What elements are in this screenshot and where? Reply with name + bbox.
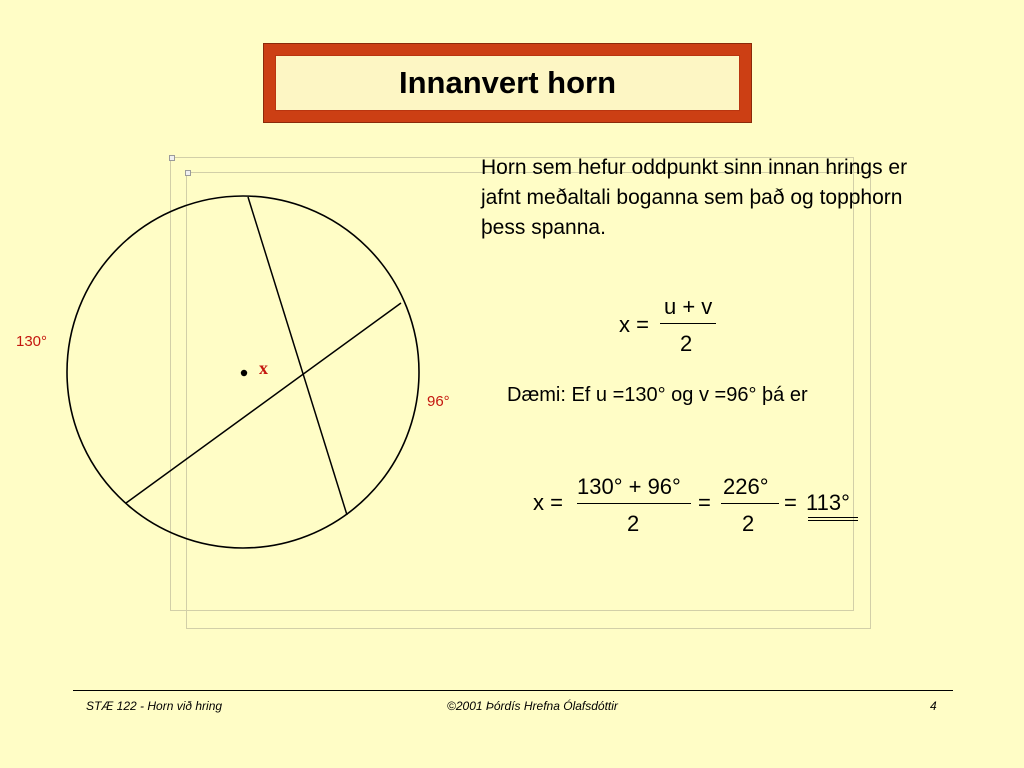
footer-copyright: ©2001 Þórdís Hrefna Ólafsdóttir xyxy=(447,699,618,713)
footer-course: STÆ 122 - Horn við hring xyxy=(86,699,223,713)
chord-one xyxy=(248,197,347,515)
formula-numerator: u + v xyxy=(664,294,713,319)
slide-title: Innanvert horn xyxy=(398,65,616,100)
footer-divider xyxy=(73,690,953,691)
calc-equals-2: = xyxy=(698,490,711,515)
calc-numerator-sum: 130° + 96° xyxy=(577,474,681,499)
calc-fraction-bar-2 xyxy=(721,503,779,504)
arc-label-left: 130° xyxy=(16,333,48,350)
calc-denominator-2: 2 xyxy=(742,511,755,536)
calc-lhs: x = xyxy=(533,490,563,515)
result-underline-1 xyxy=(808,517,858,518)
formula-denominator: 2 xyxy=(680,331,693,356)
formula-lhs: x = xyxy=(619,312,649,337)
vertex-angle-label: x xyxy=(259,358,268,378)
circle-center-dot xyxy=(241,370,247,376)
example-text: Dæmi: Ef u =130° og v =96° þá er xyxy=(507,384,808,406)
calc-denominator-1: 2 xyxy=(627,511,640,536)
calc-fraction-bar-1 xyxy=(577,503,691,504)
calc-result: 113° xyxy=(806,490,850,515)
footer-page-number: 4 xyxy=(930,699,937,713)
calc-numerator-total: 226° xyxy=(723,474,769,499)
chord-two xyxy=(126,303,401,503)
result-underline-2 xyxy=(808,520,858,521)
definition-text: Horn sem hefur oddpunkt sinn innan hrings er jafnt meðaltali boganna sem það og topphorn þess spanna. xyxy=(481,156,908,239)
arc-label-right: 96° xyxy=(427,393,450,410)
formula-fraction-bar xyxy=(660,323,716,324)
calc-equals-3: = xyxy=(784,490,797,515)
